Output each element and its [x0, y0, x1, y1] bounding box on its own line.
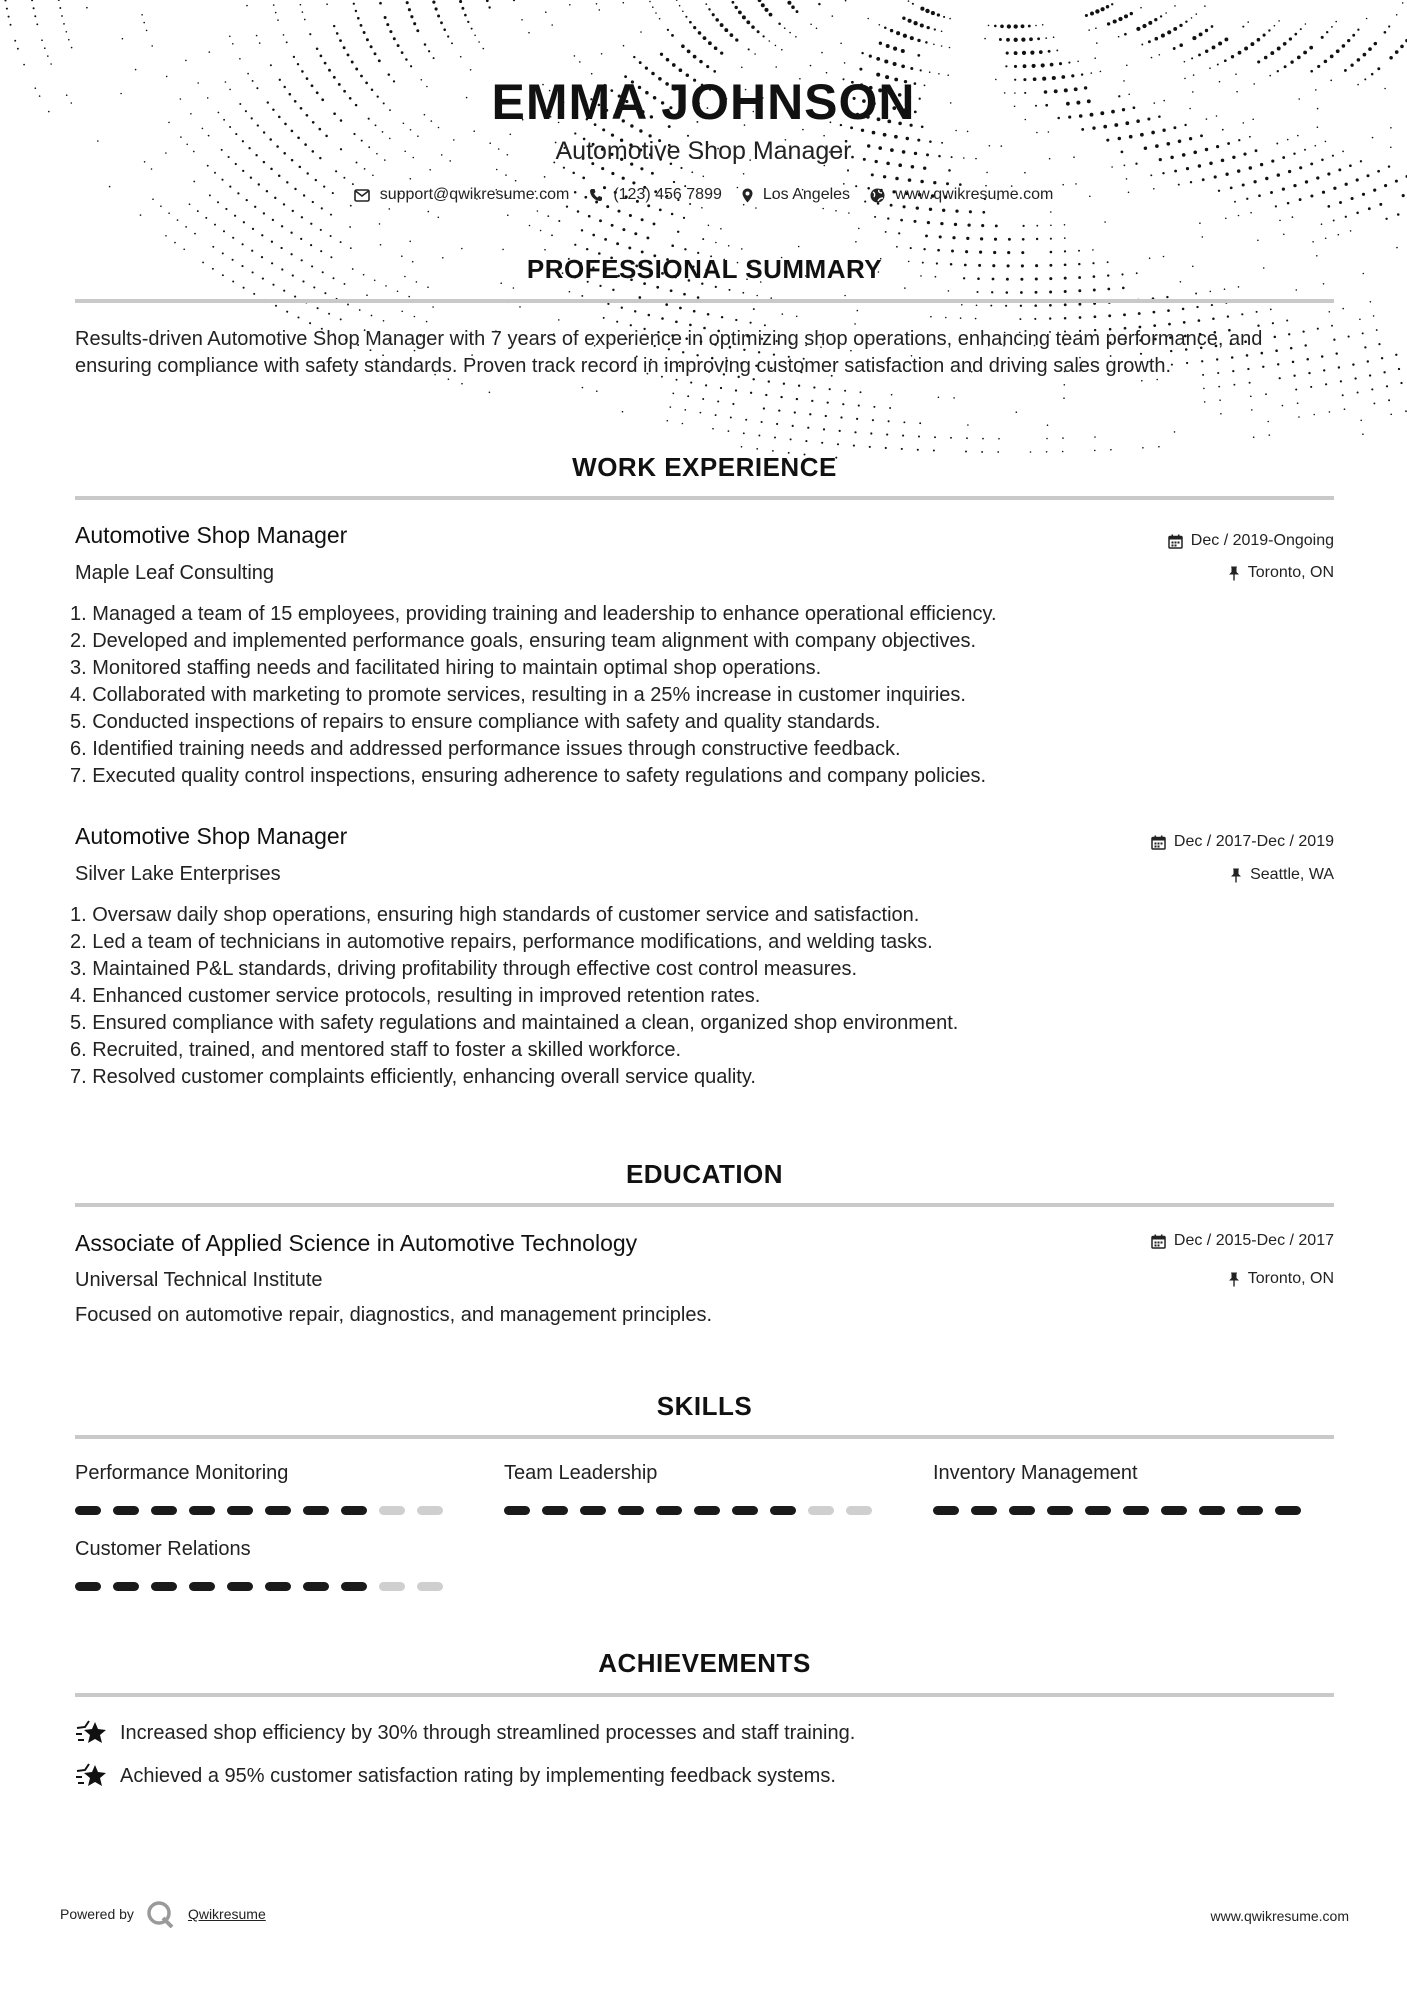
job-bullet: 7. Resolved customer complaints efficiently, enhancing overall service quality. [70, 1066, 756, 1088]
job-bullet: 3. Maintained P&L standards, driving profitability through effective cost control measures. [70, 958, 858, 980]
job-location-text: Toronto, ON [1247, 564, 1334, 581]
skill-name: Performance Monitoring [75, 1462, 289, 1484]
skill-dash-filled [227, 1582, 253, 1591]
education-school: Universal Technical Institute [75, 1269, 323, 1291]
job-bullet: 1. Managed a team of 15 employees, providing training and leadership to enhance operational efficiency. [70, 603, 997, 625]
contact-phone-text: (123) 456 7899 [613, 186, 722, 203]
skill-dash-filled [265, 1582, 291, 1591]
job-bullet: 5. Ensured compliance with safety regulations and maintained a clean, organized shop environment. [70, 1012, 959, 1034]
skill-dash-filled [1237, 1506, 1263, 1515]
job-company: Maple Leaf Consulting [75, 562, 275, 584]
section-title-experience: WORK EXPERIENCE [572, 452, 837, 482]
location-pin-icon [742, 188, 753, 203]
star-award-icon [75, 1762, 108, 1790]
job-bullet: 7. Executed quality control inspections, ensuring adherence to safety regulations and company policies. [70, 765, 987, 787]
skill-item [933, 1462, 1313, 1485]
section-title-education: EDUCATION [625, 1159, 784, 1189]
job-location [1228, 564, 1334, 582]
job-location-text: Seattle, WA [1250, 866, 1334, 883]
skill-dash-filled [732, 1506, 758, 1515]
skill-dash-empty [417, 1582, 443, 1591]
education-date [1151, 1232, 1334, 1250]
summary-text: Results-driven Automotive Shop Manager with 7 years of experience in optimizing shop operations, enhancing team performance, and ensuring compliance with safety standards. Proven track record in improving customer satisfaction and driving sales growth. [75, 328, 1263, 377]
contact-email-text: support@qwikresume.com [379, 186, 570, 203]
skill-dash-filled [113, 1582, 139, 1591]
skill-level-bar [75, 1582, 443, 1591]
skill-item [504, 1462, 884, 1485]
contact-phone[interactable] [589, 186, 722, 204]
phone-icon [589, 188, 603, 202]
job-bullet: 6. Recruited, trained, and mentored staff to foster a skilled workforce. [70, 1039, 682, 1061]
skill-dash-filled [618, 1506, 644, 1515]
job-date [1168, 532, 1334, 550]
mail-icon [354, 189, 370, 202]
skill-item [75, 1462, 455, 1485]
section-title-skills: SKILLS [656, 1391, 753, 1421]
footer-powered-by [60, 1900, 266, 1928]
skill-level-bar [504, 1506, 872, 1515]
pushpin-icon [1228, 566, 1240, 581]
skill-dash-filled [75, 1582, 101, 1591]
skill-dash-empty [846, 1506, 872, 1515]
skill-dash-filled [580, 1506, 606, 1515]
skill-dash-filled [189, 1506, 215, 1515]
skill-dash-filled [1047, 1506, 1073, 1515]
section-divider [75, 496, 1334, 500]
skill-dash-filled [1161, 1506, 1187, 1515]
calendar-icon [1168, 534, 1183, 549]
job-bullet: 1. Oversaw daily shop operations, ensuring high standards of customer service and satisfaction. [70, 904, 920, 926]
contact-website[interactable] [870, 186, 1053, 204]
skill-dash-filled [227, 1506, 253, 1515]
job-company: Silver Lake Enterprises [75, 863, 281, 885]
skill-dash-empty [417, 1506, 443, 1515]
skill-dash-filled [1275, 1506, 1301, 1515]
calendar-icon [1151, 835, 1166, 850]
section-divider [75, 1435, 1334, 1439]
contact-location [742, 186, 850, 204]
job-bullet: 3. Monitored staffing needs and facilitated hiring to maintain optimal shop operations. [70, 657, 822, 679]
achievement-text: Achieved a 95% customer satisfaction rating by implementing feedback systems. [120, 1764, 836, 1787]
section-title-summary: PROFESSIONAL SUMMARY [526, 254, 883, 284]
skill-dash-empty [808, 1506, 834, 1515]
job-date-text: Dec / 2017-Dec / 2019 [1173, 833, 1334, 850]
skill-dash-filled [303, 1582, 329, 1591]
skill-dash-filled [151, 1582, 177, 1591]
globe-icon [870, 188, 885, 203]
calendar-icon [1151, 1234, 1166, 1249]
skill-dash-empty [379, 1506, 405, 1515]
skill-level-bar [75, 1506, 443, 1515]
job-date-text: Dec / 2019-Ongoing [1190, 532, 1334, 549]
skill-name: Team Leadership [504, 1462, 658, 1484]
job-bullet: 2. Developed and implemented performance goals, ensuring team alignment with company objectives. [70, 630, 977, 652]
skill-dash-filled [1085, 1506, 1111, 1515]
contact-location-text: Los Angeles [762, 186, 851, 203]
contact-website-text: www.qwikresume.com [895, 186, 1054, 203]
brand-link[interactable]: Qwikresume [187, 1906, 266, 1922]
job-bullet: 6. Identified training needs and addressed performance issues through constructive feedback. [70, 738, 901, 760]
job-bullets [70, 601, 1330, 790]
skill-level-bar [933, 1506, 1301, 1515]
contact-email[interactable] [354, 186, 570, 204]
job-bullet: 4. Enhanced customer service protocols, resulting in improved retention rates. [70, 985, 761, 1007]
education-degree: Associate of Applied Science in Automotive Technology [75, 1230, 638, 1256]
skill-dash-filled [504, 1506, 530, 1515]
skill-dash-filled [971, 1506, 997, 1515]
skill-dash-filled [1009, 1506, 1035, 1515]
skill-dash-filled [189, 1582, 215, 1591]
education-description: Focused on automotive repair, diagnostics, and management principles. [75, 1304, 713, 1326]
skill-dash-filled [151, 1506, 177, 1515]
education-date-text: Dec / 2015-Dec / 2017 [1173, 1232, 1334, 1249]
skill-dash-empty [379, 1582, 405, 1591]
section-title-achievements: ACHIEVEMENTS [598, 1648, 811, 1678]
skill-dash-filled [1199, 1506, 1225, 1515]
education-location [1228, 1270, 1334, 1288]
job-bullet: 5. Conducted inspections of repairs to ensure compliance with safety and quality standards. [70, 711, 881, 733]
skill-dash-filled [694, 1506, 720, 1515]
skill-dash-filled [341, 1582, 367, 1591]
pushpin-icon [1228, 1272, 1240, 1287]
section-divider [75, 1203, 1334, 1207]
powered-by-label: Powered by [60, 1906, 134, 1922]
skill-dash-filled [341, 1506, 367, 1515]
section-divider [75, 299, 1334, 303]
skill-dash-filled [113, 1506, 139, 1515]
skill-dash-filled [303, 1506, 329, 1515]
achievement-item [75, 1762, 836, 1790]
job-title: Automotive Shop Manager [75, 522, 348, 548]
resume-header [0, 72, 1407, 166]
candidate-role: Automotive Shop Manager [555, 137, 852, 165]
skill-dash-filled [656, 1506, 682, 1515]
skill-dash-filled [542, 1506, 568, 1515]
contact-row [0, 186, 1407, 204]
achievement-text: Increased shop efficiency by 30% through streamlined processes and staff training. [120, 1721, 856, 1744]
section-divider [75, 1693, 1334, 1697]
skill-dash-filled [933, 1506, 959, 1515]
skill-name: Customer Relations [75, 1538, 251, 1560]
job-bullet: 2. Led a team of technicians in automotive repairs, performance modifications, and welding tasks. [70, 931, 933, 953]
achievement-item [75, 1719, 855, 1747]
candidate-name: EMMA JOHNSON [491, 74, 916, 130]
skill-dash-filled [265, 1506, 291, 1515]
qwikresume-logo-icon [146, 1900, 176, 1928]
job-date [1151, 833, 1334, 851]
job-bullets [70, 902, 1330, 1091]
footer-website[interactable]: www.qwikresume.com [1210, 1908, 1349, 1924]
pushpin-icon [1230, 868, 1242, 883]
job-bullet: 4. Collaborated with marketing to promote services, resulting in a 25% increase in customer inquiries. [70, 684, 966, 706]
skill-dash-filled [1123, 1506, 1149, 1515]
skill-dash-filled [770, 1506, 796, 1515]
job-location [1230, 866, 1334, 884]
education-location-text: Toronto, ON [1247, 1270, 1334, 1287]
star-award-icon [75, 1719, 108, 1747]
skill-dash-filled [75, 1506, 101, 1515]
skill-name: Inventory Management [933, 1462, 1138, 1484]
job-title: Automotive Shop Manager [75, 823, 348, 849]
skill-item [75, 1538, 455, 1561]
